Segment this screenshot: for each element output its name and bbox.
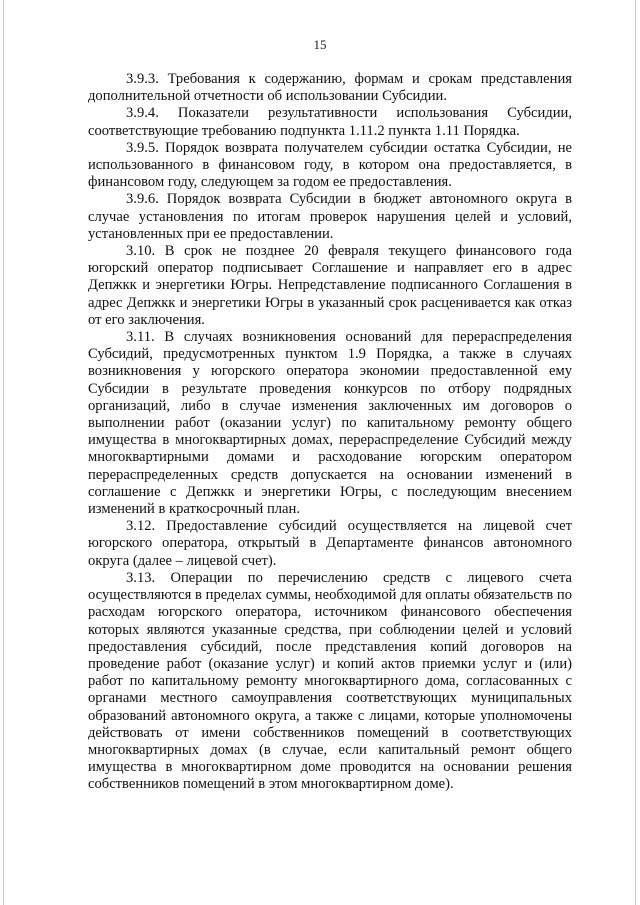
paragraph-3-9-6: 3.9.6. Порядок возврата Субсидии в бюджет автономного округа в случае установления по итогам проверок нарушения целей и условий, установленных при ее предоставлении. — [88, 191, 572, 242]
paragraph-3-10: 3.10. В срок не позднее 20 февраля текущего финансового года югорский оператор подписывает Соглашение и направляет его в адрес Депжкк и энергетики Югры. Непредставление подписанного Соглашения в адрес Депжкк и энергетики Югры в указанный срок расценивается как отказ от его заключения. — [88, 243, 572, 328]
paragraph-3-12: 3.12. Предоставление субсидий осуществляется на лицевой счет югорского оператора, открытый в Департаменте финансов автономного округа (далее – лицевой счет). — [88, 518, 572, 569]
paragraph-3-9-4: 3.9.4. Показатели результативности использования Субсидии, соответствующие требованию подпункта 1.11.2 пункта 1.11 Порядка. — [88, 105, 572, 139]
page-number: 15 — [313, 37, 327, 52]
document-body — [88, 71, 572, 794]
paragraph-3-9-3: 3.9.3. Требования к содержанию, формам и срокам представления дополнительной отчетности об использовании Субсидии. — [88, 71, 572, 105]
paragraph-3-11: 3.11. В случаях возникновения оснований для перераспределения Субсидий, предусмотренных пунктом 1.9 Порядка, а также в случаях возникновения у югорского оператора экономии предоставленной ему Субсидии в результате проведения конкурсов по отбору подрядных организаций, либо в случае изменения заключенных им договоров о выполнении работ (оказании услуг) по капитальному ремонту общего имущества в многоквартирных домах, перераспределение Субсидий между многоквартирными домами и расходование югорским оператором перераспределенных средств допускается на основании изменений в соглашение с Депжкк и энергетики Югры, с последующим внесением изменений в краткосрочный план. — [88, 329, 572, 518]
paragraph-3-9-5: 3.9.5. Порядок возврата получателем субсидии остатка Субсидии, не использованного в финансовом году, в котором она предоставляется, в финансовом году, следующем за годом ее предоставления. — [88, 139, 572, 191]
left-scan-edge — [3, 0, 4, 905]
paragraph-3-13: 3.13. Операции по перечислению средств с лицевого счета осуществляются в пределах суммы, необходимой для оплаты обязательств по расходам югорского оператора, источником финансового обеспечения которых являются указанные средства, при соблюдении целей и условий предоставления субсидий, после представления копий договоров на проведение работ (оказание услуг) и копий актов приемки услуг и (или) работ по капитальному ремонту многоквартирного дома, согласованных с органами местного самоуправления соответствующих муниципальных образований автономного округа, а также с лицами, которые уполномочены действовать от имени собственников помещений в соответствующих многоквартирных домах (в случае, если капитальный ремонт общего имущества в многоквартирном доме проводится на основании решения собственников помещений в этом многоквартирном доме). — [88, 569, 572, 793]
right-scan-edge — [635, 0, 636, 905]
